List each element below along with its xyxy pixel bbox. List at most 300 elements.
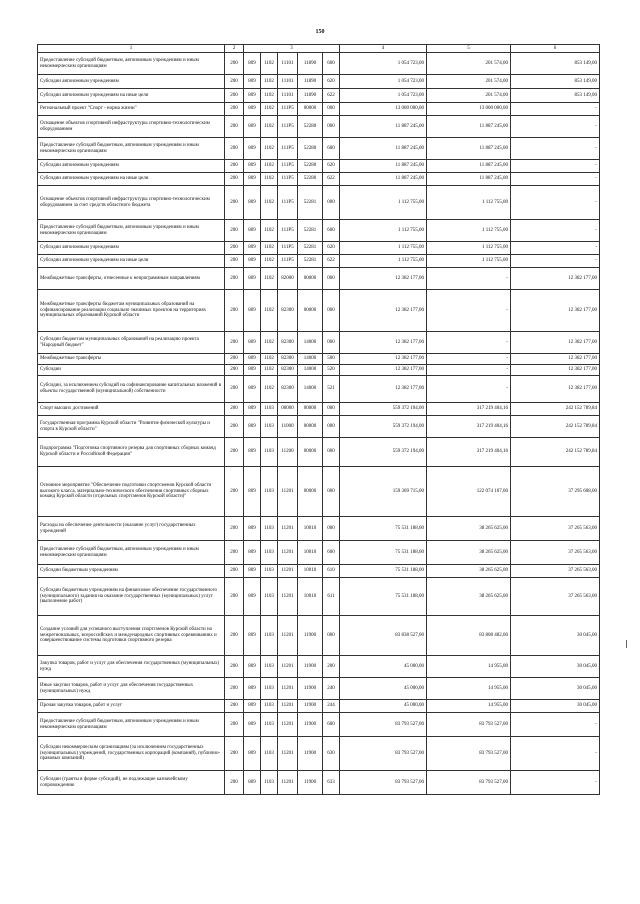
code-expense-type: 633 [323,771,340,795]
code-program: 82000 [278,268,298,290]
row-description: Субсидии автономным учреждениям на иные цели [38,255,225,268]
row-description: Основное мероприятие "Обеспечение подготовки спортсменов Курской области высокого класса, материально-технического обеспечения спортивных сборных команд Курской области (отдельных спортсменов Курской области)" [38,467,225,517]
code-direction: 11890 [298,89,323,103]
amount-federal: - [427,268,511,290]
row-description: Субсидии бюджетным учреждениям на финансовое обеспечение государственного (муниципального) задания на оказание государственных (муниципальных) услуг (выполнение работ) [38,578,225,616]
code-chapter: 200 [225,75,244,89]
code-chapter: 200 [225,737,244,771]
code-expense-type: 600 [323,138,340,160]
code-program: 111Р5 [278,242,298,255]
amount-regional: 12 382 177,00 [511,354,600,365]
table-row [38,438,600,467]
row-description: Субсидии (гранты в форме субсидий), не подлежащие казначейскому сопровождению [38,771,225,795]
code-ministry: 809 [244,186,261,220]
amount-total: 1 112 755,00 [340,255,427,268]
column-header-1: 1 [38,45,225,53]
amount-regional: - [511,242,600,255]
code-program: 11201 [278,616,298,656]
table-row [38,700,600,713]
table-row [38,578,600,616]
row-description: Межбюджетные трансферты, отнесенные к непрограммным направлениям [38,268,225,290]
code-expense-type: 610 [323,565,340,578]
code-expense-type: 000 [323,517,340,541]
code-chapter: 200 [225,365,244,376]
code-ministry: 809 [244,220,261,242]
code-section: 1103 [261,416,278,438]
table-row [38,713,600,737]
amount-total: 1 054 723,00 [340,53,427,75]
code-direction: 10010 [298,517,323,541]
code-section: 1103 [261,541,278,565]
code-chapter: 200 [225,332,244,354]
code-expense-type: 000 [323,332,340,354]
code-expense-type: 000 [323,268,340,290]
code-program: 11201 [278,771,298,795]
code-direction: 11900 [298,771,323,795]
table-row [38,116,600,138]
row-description: Иные закупки товаров, работ и услуг для обеспечения государственных (муниципальных) нужд [38,678,225,700]
amount-federal: 83 793 527,00 [427,713,511,737]
row-description: Предоставление субсидий бюджетным, автономным учреждениям и иным некоммерческим организациям [38,713,225,737]
table-row [38,771,600,795]
code-section: 1103 [261,656,278,678]
amount-total: 559 372 194,00 [340,438,427,467]
code-section: 1102 [261,376,278,403]
code-expense-type: 520 [323,365,340,376]
amount-total: 45 000,00 [340,700,427,713]
code-ministry: 809 [244,565,261,578]
amount-regional: - [511,116,600,138]
code-direction: 10010 [298,541,323,565]
code-expense-type: 620 [323,242,340,255]
amount-federal: 317 219 404,16 [427,438,511,467]
code-program: 82300 [278,354,298,365]
table-row [38,517,600,541]
code-direction: 11890 [298,75,323,89]
amount-total: 75 531 188,00 [340,517,427,541]
code-ministry: 809 [244,416,261,438]
row-description: Региональный проект "Спорт - норма жизни" [38,103,225,116]
amount-regional: 37 265 563,00 [511,578,600,616]
row-description: Предоставление субсидий бюджетным, автономным учреждениям и иным некоммерческим организациям [38,138,225,160]
code-program: 82300 [278,376,298,403]
code-section: 1103 [261,678,278,700]
code-program: 11201 [278,541,298,565]
code-direction: 52280 [298,160,323,173]
code-chapter: 200 [225,403,244,416]
code-ministry: 809 [244,89,261,103]
code-expense-type: 000 [323,186,340,220]
table-row [38,332,600,354]
code-program: 11200 [278,438,298,467]
amount-total: 45 000,00 [340,656,427,678]
code-direction: 10010 [298,578,323,616]
code-chapter: 200 [225,678,244,700]
code-section: 1103 [261,700,278,713]
row-description: Оснащение объектов спортивной инфраструктуры спортивно-технологическим оборудованием за счет средств областного бюджета [38,186,225,220]
amount-federal: 11 887 245,00 [427,116,511,138]
code-expense-type: 611 [323,578,340,616]
amount-regional: 37 295 608,00 [511,467,600,517]
code-chapter: 200 [225,186,244,220]
amount-total: 12 382 177,00 [340,268,427,290]
code-direction: 00000 [298,290,323,332]
code-ministry: 809 [244,354,261,365]
table-row [38,160,600,173]
code-section: 1102 [261,332,278,354]
code-ministry: 809 [244,160,261,173]
amount-total: 559 372 194,00 [340,416,427,438]
code-section: 1103 [261,467,278,517]
amount-total: 11 887 245,00 [340,138,427,160]
code-direction: 00000 [298,416,323,438]
table-row [38,138,600,160]
amount-total: 12 382 177,00 [340,290,427,332]
code-section: 1102 [261,365,278,376]
code-ministry: 809 [244,376,261,403]
column-header-6: 6 [511,45,600,53]
code-chapter: 200 [225,416,244,438]
row-description: Межбюджетные трансферты [38,354,225,365]
amount-federal: 38 265 625,00 [427,578,511,616]
amount-regional: - [511,713,600,737]
code-section: 1102 [261,53,278,75]
amount-total: 83 793 527,00 [340,737,427,771]
code-section: 1102 [261,103,278,116]
amount-regional: - [511,255,600,268]
code-chapter: 200 [225,656,244,678]
amount-federal: 13 000 000,00 [427,103,511,116]
amount-federal: 14 955,00 [427,678,511,700]
table-row [38,467,600,517]
amount-federal: 38 265 625,00 [427,565,511,578]
code-ministry: 809 [244,438,261,467]
code-ministry: 809 [244,517,261,541]
code-section: 1102 [261,116,278,138]
code-expense-type: 200 [323,656,340,678]
code-direction: 52280 [298,138,323,160]
code-direction: 00000 [298,467,323,517]
code-chapter: 200 [225,268,244,290]
code-section: 1103 [261,771,278,795]
code-section: 1102 [261,75,278,89]
code-section: 1102 [261,268,278,290]
table-row [38,365,600,376]
amount-federal: 1 112 755,00 [427,255,511,268]
table-body [38,53,600,795]
code-expense-type: 000 [323,467,340,517]
code-ministry: 809 [244,103,261,116]
code-direction: 52281 [298,255,323,268]
code-program: 82300 [278,290,298,332]
amount-total: 75 531 188,00 [340,541,427,565]
row-description: Подпрограмма "Подготовка спортивного резерва для спортивных сборных команд Курской области и Российской Федерации" [38,438,225,467]
code-ministry: 809 [244,616,261,656]
amount-federal: 11 887 245,00 [427,160,511,173]
code-chapter: 200 [225,242,244,255]
amount-federal: 317 219 404,16 [427,403,511,416]
code-chapter: 200 [225,290,244,332]
code-section: 1103 [261,403,278,416]
amount-regional: 12 382 177,00 [511,376,600,403]
table-row [38,354,600,365]
code-direction: 11890 [298,53,323,75]
code-program: 11201 [278,713,298,737]
code-section: 1102 [261,220,278,242]
row-description: Предоставление субсидий бюджетным, автономным учреждениям и иным некоммерческим организациям [38,220,225,242]
code-expense-type: 622 [323,173,340,186]
amount-federal: - [427,354,511,365]
code-direction: 14000 [298,354,323,365]
amount-federal: 201 574,00 [427,53,511,75]
code-chapter: 200 [225,467,244,517]
code-ministry: 809 [244,737,261,771]
amount-federal: - [427,365,511,376]
column-number-row [38,45,600,53]
code-chapter: 200 [225,541,244,565]
row-description: Расходы на обеспечение деятельности (оказание услуг) государственных учреждений [38,517,225,541]
code-ministry: 809 [244,713,261,737]
code-program: 111Р5 [278,173,298,186]
code-program: 11101 [278,89,298,103]
code-ministry: 809 [244,700,261,713]
code-ministry: 809 [244,678,261,700]
code-section: 1103 [261,737,278,771]
amount-total: 1 112 755,00 [340,186,427,220]
amount-regional: - [511,103,600,116]
amount-federal: 38 265 625,00 [427,517,511,541]
code-program: 82300 [278,365,298,376]
amount-total: 13 000 000,00 [340,103,427,116]
code-program: 11101 [278,75,298,89]
table-row [38,173,600,186]
code-chapter: 200 [225,376,244,403]
page-number: 150 [315,29,325,35]
row-description: Предоставление субсидий бюджетным, автономным учреждениям и иным некоммерческим организациям [38,53,225,75]
code-program: 11201 [278,678,298,700]
row-description: Спорт высших достижений [38,403,225,416]
amount-regional: 853 149,00 [511,89,600,103]
amount-federal: - [427,290,511,332]
code-section: 1102 [261,290,278,332]
amount-total: 1 054 723,00 [340,89,427,103]
amount-regional: - [511,220,600,242]
row-description: Субсидии [38,365,225,376]
code-program: 111Р5 [278,116,298,138]
code-expense-type: 244 [323,700,340,713]
amount-federal: 14 955,00 [427,700,511,713]
code-chapter: 200 [225,89,244,103]
amount-regional: 12 382 177,00 [511,365,600,376]
table-row [38,103,600,116]
code-program: 82300 [278,332,298,354]
amount-federal: 201 574,00 [427,75,511,89]
amount-regional: - [511,737,600,771]
code-program: 11201 [278,578,298,616]
code-chapter: 200 [225,713,244,737]
row-description: Субсидии автономным учреждениям на иные цели [38,89,225,103]
amount-federal: 11 887 245,00 [427,173,511,186]
code-direction: 11900 [298,700,323,713]
amount-regional: 853 149,00 [511,53,600,75]
code-direction: 11900 [298,737,323,771]
code-section: 1102 [261,173,278,186]
amount-total: 12 382 177,00 [340,332,427,354]
code-expense-type: 622 [323,255,340,268]
code-expense-type: 620 [323,160,340,173]
code-expense-type: 240 [323,678,340,700]
row-description: Субсидии бюджетам муниципальных образований на реализацию проекта "Народный бюджет" [38,332,225,354]
code-section: 1102 [261,255,278,268]
code-chapter: 200 [225,616,244,656]
amount-federal: 122 074 107,00 [427,467,511,517]
code-expense-type: 000 [323,103,340,116]
code-expense-type: 521 [323,376,340,403]
amount-federal: 83 793 527,00 [427,737,511,771]
code-ministry: 809 [244,242,261,255]
scan-margin-mark [626,640,629,648]
code-ministry: 809 [244,75,261,89]
code-program: 111Р5 [278,186,298,220]
code-section: 1103 [261,713,278,737]
table-row [38,656,600,678]
code-chapter: 200 [225,103,244,116]
code-program: 111Р5 [278,220,298,242]
code-chapter: 200 [225,116,244,138]
column-header-5: 5 [427,45,511,53]
code-ministry: 809 [244,771,261,795]
code-chapter: 200 [225,173,244,186]
amount-total: 1 112 755,00 [340,220,427,242]
amount-total: 12 382 177,00 [340,354,427,365]
code-program: 11201 [278,467,298,517]
table-row [38,376,600,403]
row-description: Субсидии автономным учреждениям [38,160,225,173]
table-row [38,186,600,220]
code-section: 1102 [261,89,278,103]
amount-federal: 83 793 527,00 [427,771,511,795]
amount-federal: 1 112 755,00 [427,220,511,242]
code-ministry: 809 [244,403,261,416]
table-row [38,242,600,255]
code-direction: 10010 [298,565,323,578]
amount-federal: - [427,332,511,354]
amount-federal: 201 574,00 [427,89,511,103]
code-expense-type: 000 [323,416,340,438]
amount-total: 11 887 245,00 [340,173,427,186]
code-direction: 14000 [298,332,323,354]
code-program: 111Р5 [278,138,298,160]
row-description: Предоставление субсидий бюджетным, автономным учреждениям и иным некоммерческим организациям [38,541,225,565]
code-chapter: 200 [225,700,244,713]
row-description: Субсидии некоммерческим организациям (за исключением государственных (муниципальных) учреждений, государственных корпораций (компаний), публично-правовых компаний) [38,737,225,771]
code-program: 11201 [278,517,298,541]
row-description: Субсидии автономным учреждениям [38,242,225,255]
amount-regional: 12 382 177,00 [511,332,600,354]
amount-total: 83 838 527,00 [340,616,427,656]
code-program: 111Р5 [278,103,298,116]
amount-total: 12 382 177,00 [340,365,427,376]
table-row [38,403,600,416]
row-description: Субсидии автономным учреждениям на иные цели [38,173,225,186]
code-direction: 00000 [298,438,323,467]
code-ministry: 809 [244,541,261,565]
code-ministry: 809 [244,365,261,376]
code-ministry: 809 [244,332,261,354]
amount-federal: 317 219 404,16 [427,416,511,438]
code-direction: 52281 [298,242,323,255]
amount-federal: 1 112 755,00 [427,186,511,220]
code-section: 1102 [261,160,278,173]
amount-total: 1 112 755,00 [340,242,427,255]
code-chapter: 200 [225,255,244,268]
row-description: Субсидии бюджетным учреждениям [38,565,225,578]
amount-regional: - [511,771,600,795]
amount-federal: 1 112 755,00 [427,242,511,255]
code-expense-type: 600 [323,541,340,565]
code-direction: 14000 [298,376,323,403]
code-program: 11101 [278,53,298,75]
code-direction: 11900 [298,656,323,678]
code-expense-type: 630 [323,737,340,771]
code-section: 1103 [261,578,278,616]
amount-federal: 14 955,00 [427,656,511,678]
table-row [38,75,600,89]
row-description: Субсидии, за исключением субсидий на софинансирование капитальных вложений в объекты государственной (муниципальной) собственности [38,376,225,403]
amount-regional: - [511,173,600,186]
code-program: 11201 [278,700,298,713]
code-ministry: 809 [244,578,261,616]
amount-total: 75 531 188,00 [340,578,427,616]
table-row [38,416,600,438]
code-chapter: 200 [225,354,244,365]
table-row [38,565,600,578]
amount-regional: 30 045,00 [511,700,600,713]
code-expense-type: 000 [323,438,340,467]
table-row [38,268,600,290]
code-ministry: 809 [244,53,261,75]
amount-total: 12 382 177,00 [340,376,427,403]
code-chapter: 200 [225,517,244,541]
amount-regional: 37 265 563,00 [511,541,600,565]
code-ministry: 809 [244,138,261,160]
amount-federal: - [427,376,511,403]
code-expense-type: 000 [323,116,340,138]
code-chapter: 200 [225,438,244,467]
column-header-3: 3 [244,45,340,53]
amount-total: 45 000,00 [340,678,427,700]
column-header-2: 2 [225,45,244,53]
row-description: Субсидии автономным учреждениям [38,75,225,89]
amount-regional: 30 045,00 [511,616,600,656]
code-program: 11201 [278,656,298,678]
table-row [38,53,600,75]
code-chapter: 200 [225,53,244,75]
code-program: 11000 [278,416,298,438]
code-section: 1103 [261,616,278,656]
code-expense-type: 600 [323,53,340,75]
amount-federal: 83 808 482,00 [427,616,511,656]
code-section: 1102 [261,186,278,220]
amount-regional: 853 149,00 [511,75,600,89]
code-expense-type: 500 [323,354,340,365]
column-header-4: 4 [340,45,427,53]
code-direction: 52280 [298,173,323,186]
amount-regional: 242 152 789,84 [511,403,600,416]
code-direction: 11900 [298,678,323,700]
table-row [38,255,600,268]
code-expense-type: 620 [323,75,340,89]
